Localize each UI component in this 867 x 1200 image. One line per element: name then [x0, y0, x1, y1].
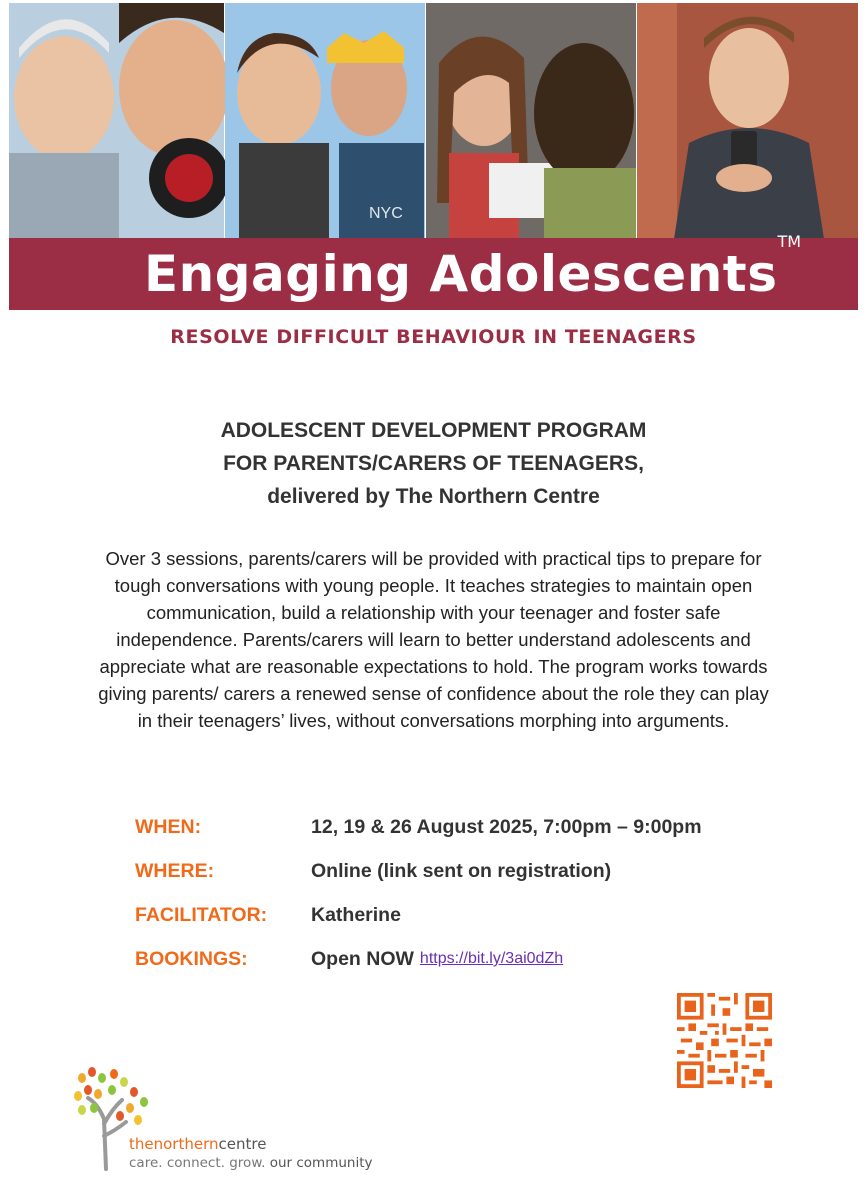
trademark-mark: TM	[777, 232, 802, 251]
logo-tagline-end: our community	[269, 1155, 373, 1171]
when-label: WHEN:	[135, 815, 202, 838]
qr-code-icon[interactable]	[677, 993, 772, 1088]
program-heading-line3: delivered by The Northern Centre	[267, 485, 600, 508]
tagline: RESOLVE DIFFICULT BEHAVIOUR IN TEENAGERS	[170, 326, 697, 348]
detail-row-bookings	[135, 937, 835, 981]
program-heading-line1: ADOLESCENT DEVELOPMENT PROGRAM	[220, 419, 647, 442]
program-description: Over 3 sessions, parents/carers will be provided with practical tips to prepare for tough conversations with young people. It teaches strategies to maintain open communication, build a relationship with your teenager and foster safe independence. Parents/carers will learn to better understand adolescents and appreciate what are reasonable expectations to hold. The program works towards giving parents/ carers a renewed sense of confidence about the role they can play in their teenagers’ lives, without conversations morphing into arguments.	[98, 548, 769, 731]
logo-tagline	[129, 1155, 373, 1171]
where-value: Online (link sent on registration)	[311, 859, 612, 882]
logo-the: the	[129, 1135, 154, 1153]
svg-text:NYC: NYC	[369, 205, 403, 222]
detail-row-facilitator	[135, 893, 835, 937]
detail-row-when	[135, 805, 835, 849]
program-heading-line2: FOR PARENTS/CARERS OF TEENAGERS,	[223, 452, 644, 475]
title-bar	[9, 232, 858, 310]
logo-tagline-start: care. connect. grow.	[129, 1155, 266, 1171]
facilitator-value: Katherine	[311, 903, 401, 926]
logo-northern: northern	[153, 1135, 219, 1153]
program-brand-title: Engaging Adolescents	[144, 245, 778, 303]
when-value: 12, 19 & 26 August 2025, 7:00pm – 9:00pm	[311, 815, 702, 838]
details-list	[135, 805, 835, 981]
bookings-link[interactable]: https://bit.ly/3ai0dZh	[419, 950, 564, 967]
where-label: WHERE:	[135, 859, 215, 882]
detail-row-where	[135, 849, 835, 893]
logo-centre: centre	[218, 1135, 267, 1153]
program-heading	[0, 414, 867, 513]
logo-text	[129, 1135, 373, 1171]
facilitator-label: FACILITATOR:	[135, 903, 268, 926]
bookings-label: BOOKINGS:	[135, 947, 248, 970]
logo-name	[129, 1135, 373, 1153]
banner-photo-collage	[9, 3, 858, 239]
bookings-value: Open NOW	[311, 947, 414, 970]
